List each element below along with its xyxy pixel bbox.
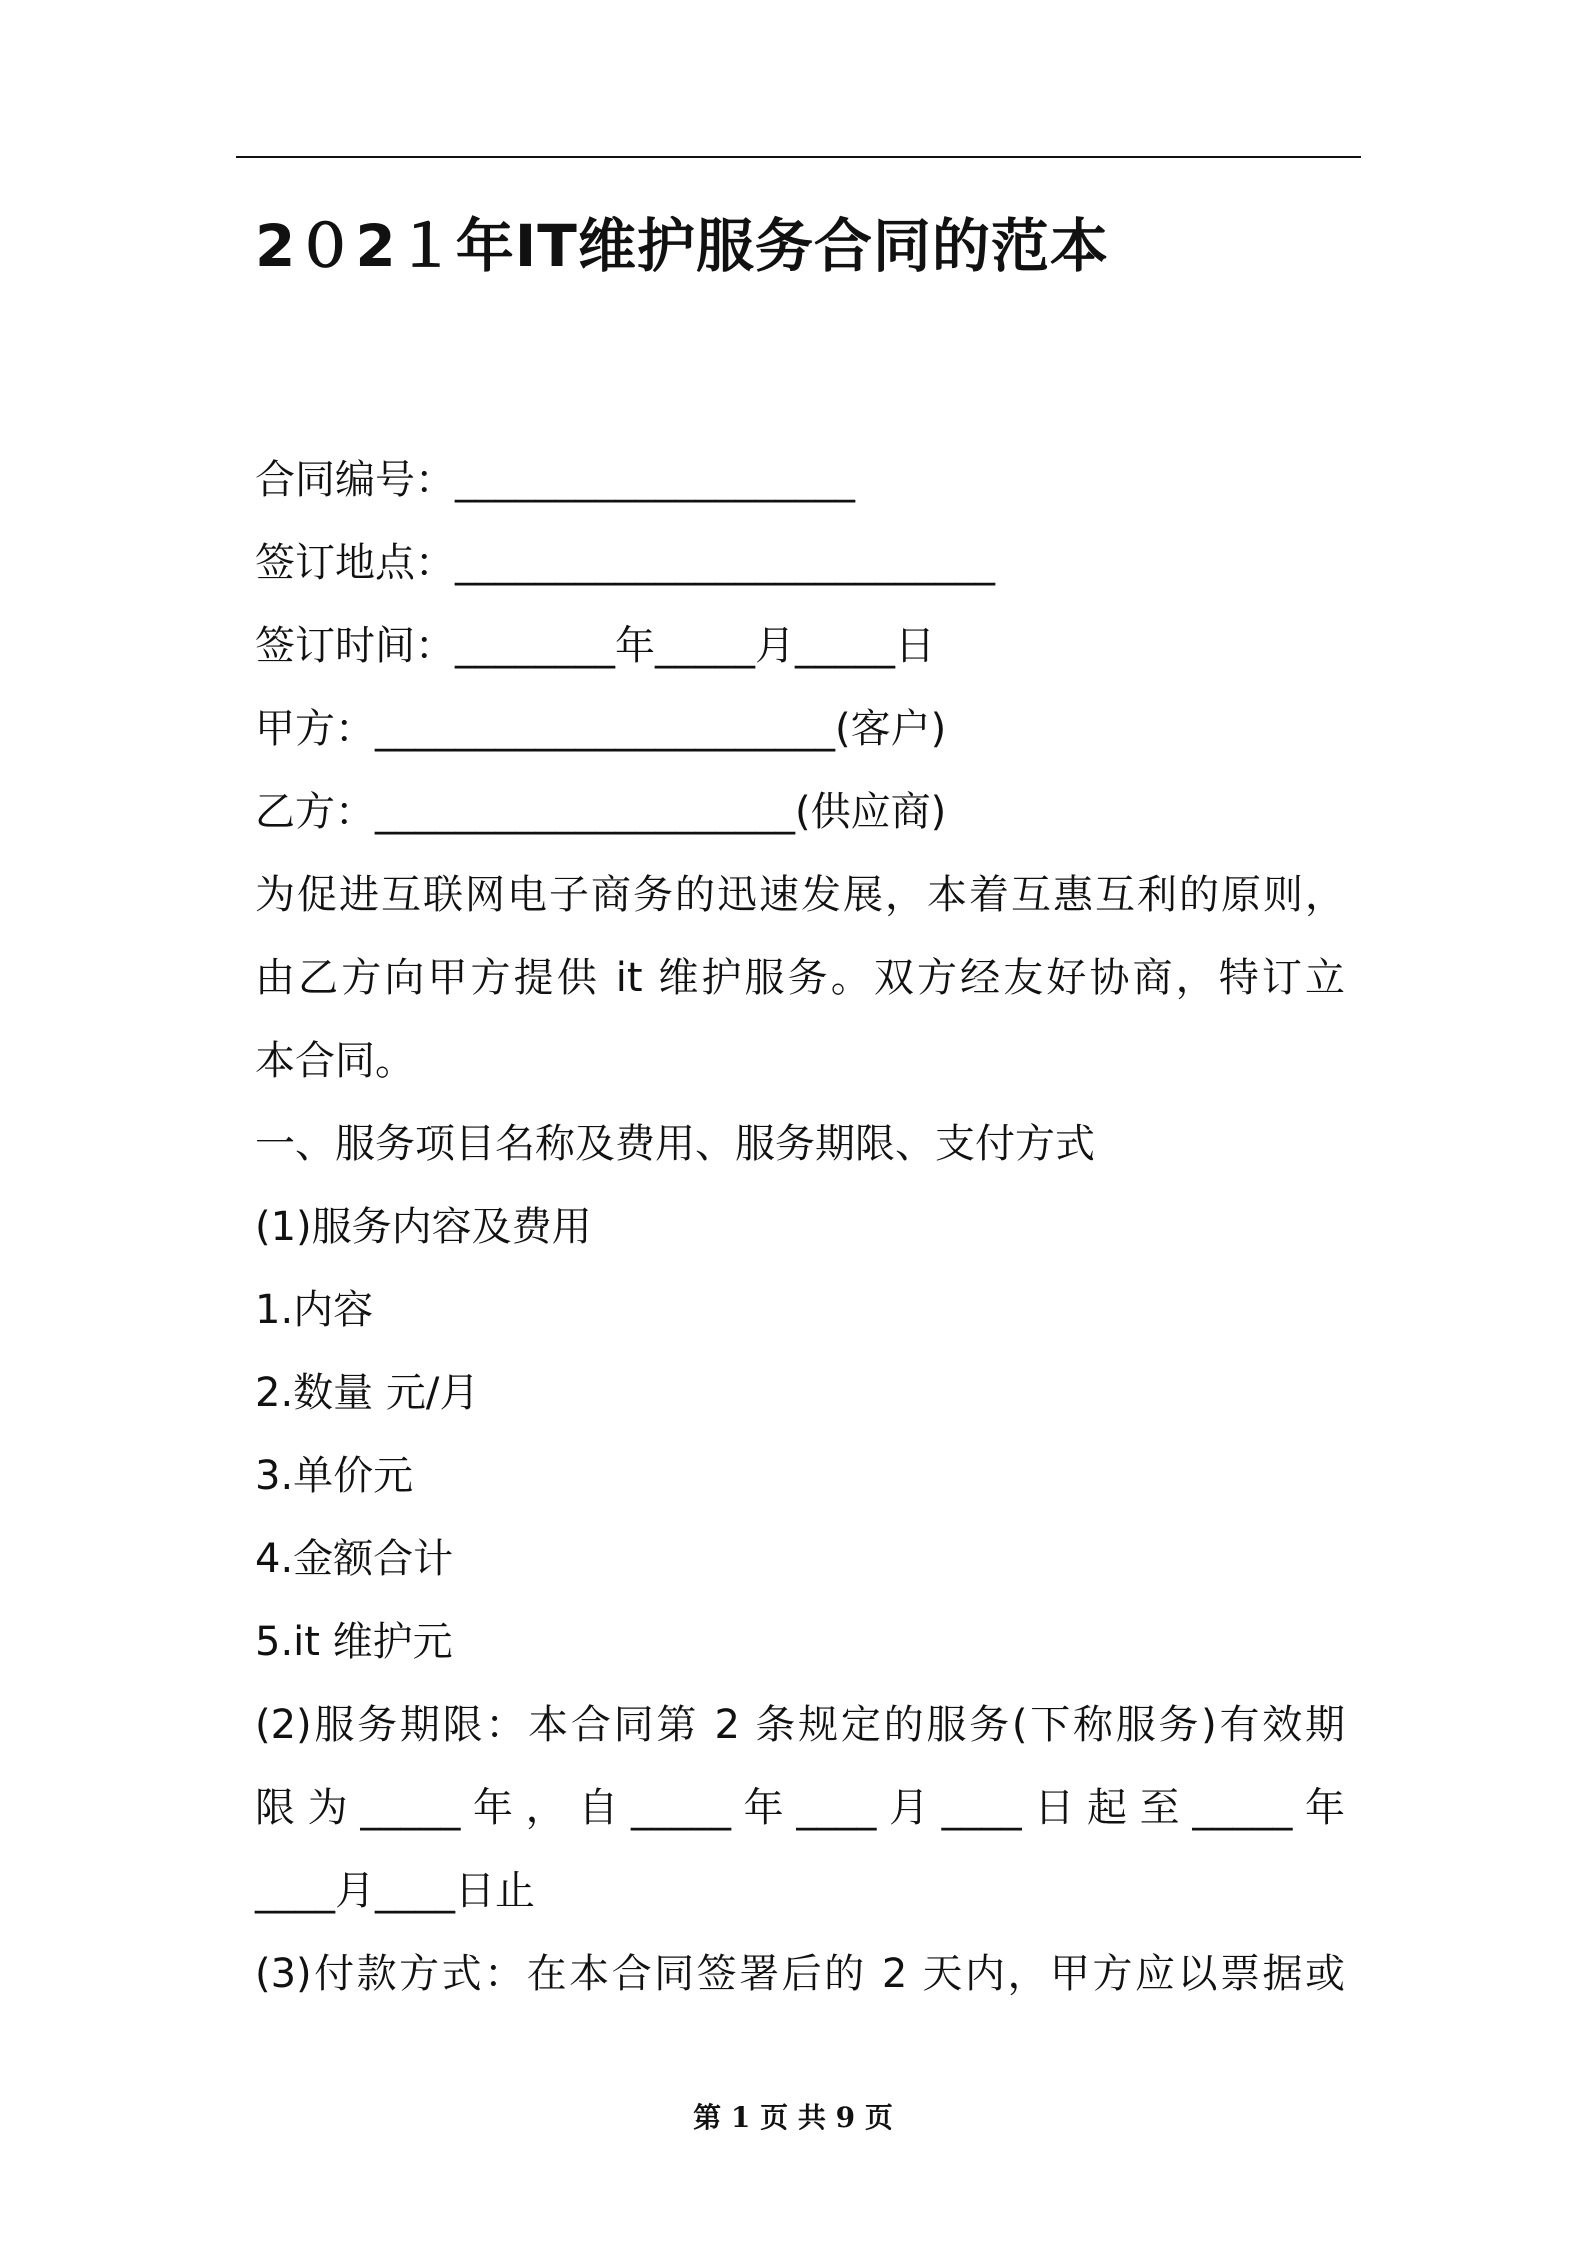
list-item: 5.it 维护元 [255, 1619, 453, 1665]
preamble-line-1: 为促进互联网电子商务的迅速发展，本着互惠互利的原则， [255, 872, 1345, 918]
list-item: 4.金额合计 [255, 1536, 454, 1582]
signing-date-line: 签订时间：________年_____月_____日 [255, 623, 935, 669]
service-term-line-1: (2)服务期限：本合同第 2 条规定的服务(下称服务)有效期 [255, 1702, 1345, 1748]
subsection-heading: (1)服务内容及费用 [255, 1204, 592, 1250]
preamble-line-3: 本合同。 [255, 1038, 415, 1084]
document-title: 2０2１年IT维护服务合同的范本 [255, 212, 1109, 280]
list-item: 2.数量 元/月 [255, 1370, 480, 1416]
signing-place-line: 签订地点：___________________________ [255, 540, 995, 586]
party-a-line: 甲方：_______________________(客户) [255, 706, 947, 752]
list-item: 1.内容 [255, 1287, 374, 1333]
payment-line-1: (3)付款方式：在本合同签署后的 2 天内，甲方应以票据或 [255, 1951, 1345, 1997]
party-b-line: 乙方：_____________________(供应商) [255, 789, 947, 835]
list-item: 3.单价元 [255, 1453, 414, 1499]
service-term-line-3: ____月____日止 [255, 1868, 535, 1914]
service-term-line-2: 限为_____年，自_____年____月____日起至_____年 [255, 1785, 1345, 1831]
header-rule [236, 156, 1361, 158]
section-heading: 一、服务项目名称及费用、服务期限、支付方式 [255, 1121, 1095, 1167]
page-footer: 第 1 页 共 9 页 [693, 2101, 893, 2134]
contract-number-line: 合同编号：____________________ [255, 457, 855, 503]
preamble-line-2: 由乙方向甲方提供 it 维护服务。双方经友好协商，特订立 [255, 955, 1345, 1001]
